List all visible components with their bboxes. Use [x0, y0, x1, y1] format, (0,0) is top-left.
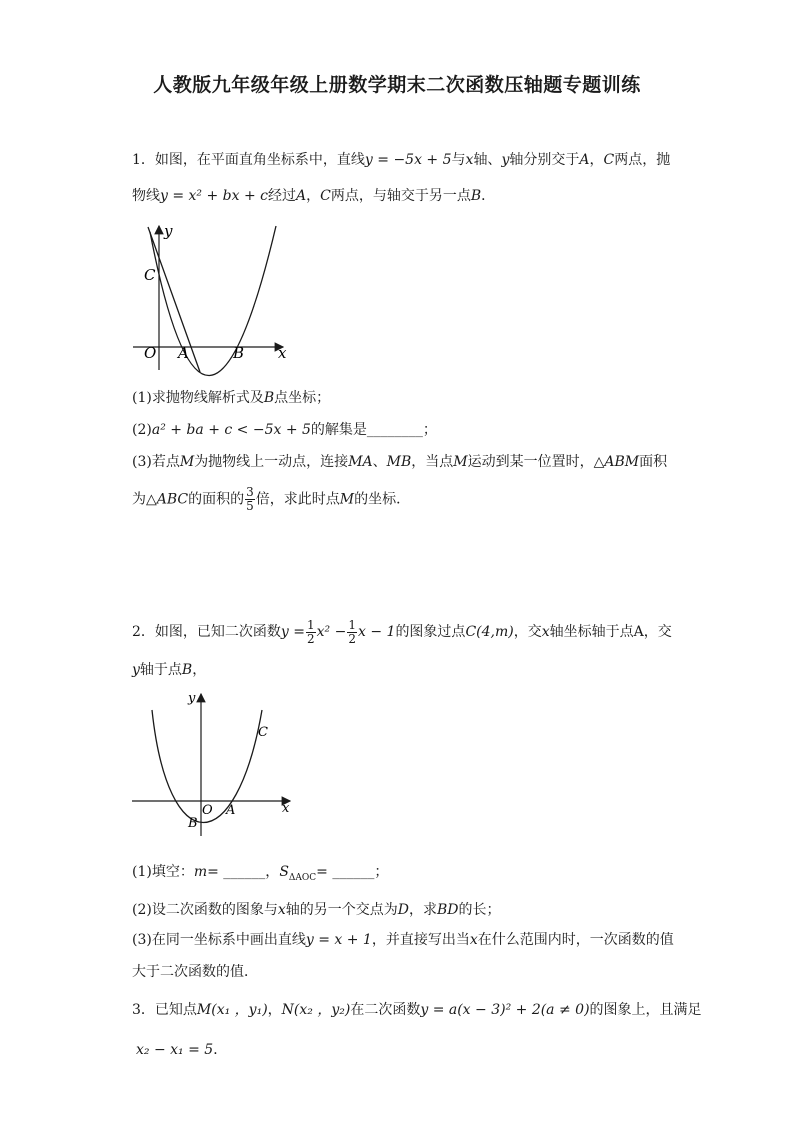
label-a: A — [226, 803, 236, 818]
fraction-half-1: $\frac{1}{2}$ — [307, 617, 315, 646]
label-x: x — [282, 801, 290, 816]
label-y: y — [164, 222, 173, 240]
q1-part-3-line-2: 为△ABC的面积的 $\frac{3}{5}$ 倍，求此时点M的坐标． — [132, 485, 411, 513]
point-c: C(4,m) — [465, 624, 514, 640]
q1-line-1: 1．如图，在平面直角坐标系中，直线y = −5x + 5与x轴、y轴分别交于A，C两点，抛 — [132, 152, 671, 168]
label-x: x — [278, 344, 287, 362]
page-title: 人教版九年级年级上册数学期末二次函数压轴题专题训练 — [153, 74, 641, 96]
q2-line-1: 2．如图，已知二次函数y = $\frac{1}{2}$ x² − $\frac{1}{2}$ x − 1的图象过点C(4,m)，交x轴坐标轴于点A，交 — [132, 617, 672, 646]
q2-part-2: (2)设二次函数的图象与x轴的另一个交点为D，求BD的长； — [132, 902, 501, 918]
q1-line-2: 物线y = x² + bx + c经过A，C两点，与轴交于另一点B． — [132, 188, 496, 204]
q1-graph — [128, 222, 298, 378]
label-a: A — [178, 344, 189, 362]
parabola-curve — [150, 226, 276, 376]
q1-part-2: (2)a² + ba + c < −5x + 5的解集是________； — [132, 422, 437, 438]
fraction-three-fifths: $\frac{3}{5}$ — [246, 485, 254, 513]
q3-line-2: x₂ − x₁ = 5． — [136, 1042, 228, 1058]
label-c: C — [144, 266, 156, 284]
q2-part-3-line-2: 大于二次函数的值． — [132, 964, 258, 980]
parabola-equation: y = x² + bx + c — [160, 188, 269, 204]
label-o: O — [144, 344, 157, 362]
q1-part-3-line-1: (3)若点M为抛物线上一动点，连接MA、MB，当点M运动到某一位置时，△ABM面积 — [132, 454, 668, 470]
line-equation: y = −5x + 5 — [364, 152, 452, 168]
label-y: y — [188, 691, 196, 706]
label-c: C — [258, 725, 268, 740]
quadratic-equation: y = a(x − 3)² + 2(a ≠ 0) — [420, 1002, 590, 1018]
q3-line-1: 3．已知点M(x₁ ，y₁)，N(x₂ ，y₂)在二次函数y = a(x − 3)² + 2(a ≠ 0)的图象上，且满足 — [132, 1002, 702, 1018]
q2-line-2: y轴于点B， — [132, 662, 207, 678]
inequality: a² + ba + c < −5x + 5 — [151, 422, 311, 438]
label-b: B — [233, 344, 245, 362]
q1-part-1: (1)求抛物线解析式及B点坐标； — [132, 390, 331, 406]
label-b: B — [188, 816, 198, 831]
q2-part-3-line-1: (3)在同一坐标系中画出直线y = x + 1，并直接写出当x在什么范围内时，一次函数的值 — [132, 932, 674, 948]
fraction-half-2: $\frac{1}{2}$ — [348, 617, 356, 646]
label-o: O — [202, 803, 213, 818]
q2-graph — [128, 690, 298, 840]
q2-part-1: (1)填空：m= ______，$S_{\Delta AOC}=$ ______； — [132, 864, 389, 883]
